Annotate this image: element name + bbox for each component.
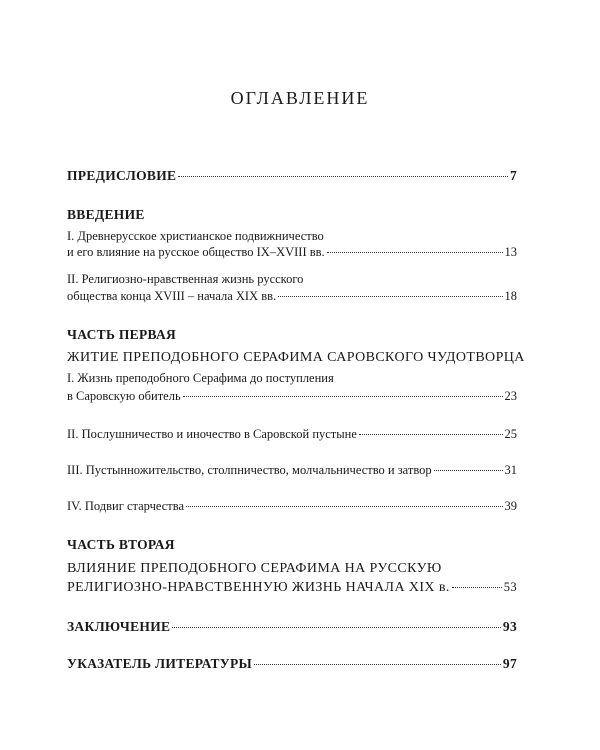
leader-dots [278,296,502,297]
leader-dots [183,396,503,397]
page-number: 13 [504,245,517,259]
page-title: ОГЛАВЛЕНИЕ [230,88,370,108]
toc-entry-part1-1-line1[interactable]: I. Жизнь преподобного Серафима до поступления [67,371,334,385]
leader-dots [172,627,501,628]
entry-label: в Саровскую обитель [67,389,181,403]
section-heading-introduction: ВВЕДЕНИЕ [67,207,145,222]
toc-entry-part1-2[interactable] [67,427,517,442]
section-heading-part-two: ЧАСТЬ ВТОРАЯ [67,537,175,552]
part-two-subtitle-line1[interactable]: ВЛИЯНИЕ ПРЕПОДОБНОГО СЕРАФИМА НА РУССКУЮ [67,561,442,576]
page-number: 53 [503,580,517,594]
entry-label: ПРЕДИСЛОВИЕ [67,168,177,183]
toc-entry-bibliography[interactable] [67,656,517,672]
leader-dots [327,252,503,253]
entry-label: IV. Подвиг старчества [67,499,185,513]
toc-entry-part1-1[interactable] [67,389,517,404]
entry-label: II. Послушничество и иночество в Саровской пустыне [67,427,357,441]
toc-entry-intro-1[interactable] [67,245,517,260]
page-number: 23 [504,389,517,403]
page-number: 31 [504,463,517,477]
leader-dots [178,176,508,177]
toc-entry-preface[interactable] [67,168,517,184]
toc-entry-part1-4[interactable] [67,499,517,514]
page-number: 97 [502,656,517,671]
entry-label: общества конца XVIII – начала XIX вв. [67,289,277,303]
page-number: 39 [504,499,517,513]
page-number: 7 [509,168,517,183]
entry-label: УКАЗАТЕЛЬ ЛИТЕРАТУРЫ [67,656,253,671]
page-number: 25 [504,427,517,441]
entry-label: ЗАКЛЮЧЕНИЕ [67,619,171,634]
page-number: 93 [502,619,517,634]
part-one-subtitle: ЖИТИЕ ПРЕПОДОБНОГО СЕРАФИМА САРОВСКОГО ЧУДОТВОРЦА [67,350,525,365]
toc-entry-part2[interactable] [67,580,517,596]
leader-dots [186,506,502,507]
toc-entry-intro-2[interactable] [67,289,517,304]
toc-entry-intro-1-line1[interactable]: I. Древнерусское христианское подвижничество [67,229,324,243]
toc-entry-conclusion[interactable] [67,619,517,635]
section-heading-part-one: ЧАСТЬ ПЕРВАЯ [67,327,177,342]
page-number: 18 [504,289,517,303]
leader-dots [359,434,503,435]
leader-dots [452,587,502,588]
entry-label: III. Пустынножительство, столпничество, молчальничество и затвор [67,463,432,477]
leader-dots [434,470,503,471]
toc-entry-intro-2-line1[interactable]: II. Религиозно-нравственная жизнь русского [67,272,304,286]
toc-entry-part1-3[interactable] [67,463,517,478]
leader-dots [254,664,501,665]
entry-label: РЕЛИГИОЗНО-НРАВСТВЕННУЮ ЖИЗНЬ НАЧАЛА XIX в. [67,580,450,595]
entry-label: и его влияние на русское общество IX–XVIII вв. [67,245,325,259]
